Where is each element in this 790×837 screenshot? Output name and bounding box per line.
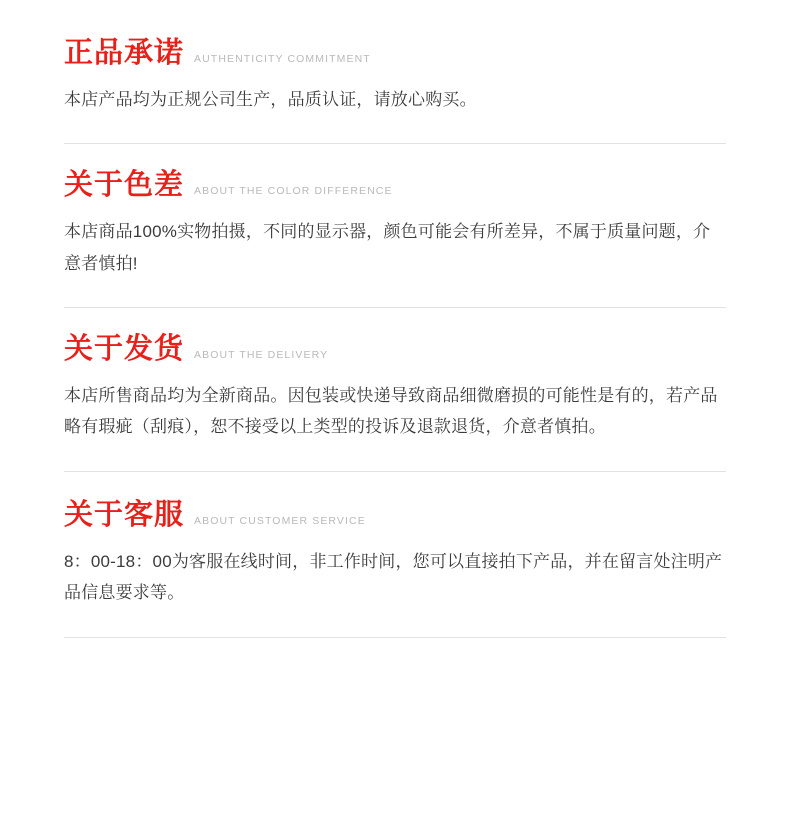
section-body: 本店所售商品均为全新商品。因包装或快递导致商品细微磨损的可能性是有的，若产品略有瑕疵（刮痕），恕不接受以上类型的投诉及退款退货，介意者慎拍。 xyxy=(64,385,718,437)
section-body: 本店商品100%实物拍摄，不同的显示器，颜色可能会有所差异，不属于质量问题，介意者慎拍! xyxy=(64,222,711,273)
section-title-cn: 关于色差 xyxy=(64,169,185,202)
section-color-difference xyxy=(64,144,726,308)
section-body: 本店产品均为正规公司生产，品质认证，请放心购买。 xyxy=(64,89,477,109)
section-title-cn: 关于发货 xyxy=(64,333,185,366)
section-heading xyxy=(64,500,726,532)
section-authenticity xyxy=(64,0,726,144)
section-title-cn: 正品承诺 xyxy=(64,37,185,69)
section-divider xyxy=(64,637,726,638)
section-heading xyxy=(64,170,726,202)
section-title-cn: 关于客服 xyxy=(64,498,185,531)
section-title-en: ABOUT THE DELIVERY xyxy=(194,349,329,362)
section-heading xyxy=(64,334,726,366)
section-title-en: ABOUT CUSTOMER SERVICE xyxy=(194,514,366,527)
section-body: 8：00-18：00为客服在线时间，非工作时间，您可以直接拍下产品，并在留言处注明产品信息要求等。 xyxy=(64,551,723,603)
section-heading xyxy=(64,38,726,70)
section-title-en: AUTHENTICITY COMMITMENT xyxy=(194,53,371,65)
section-customer-service xyxy=(64,472,726,638)
section-delivery xyxy=(64,308,726,472)
section-title-en: ABOUT THE COLOR DIFFERENCE xyxy=(194,185,393,198)
